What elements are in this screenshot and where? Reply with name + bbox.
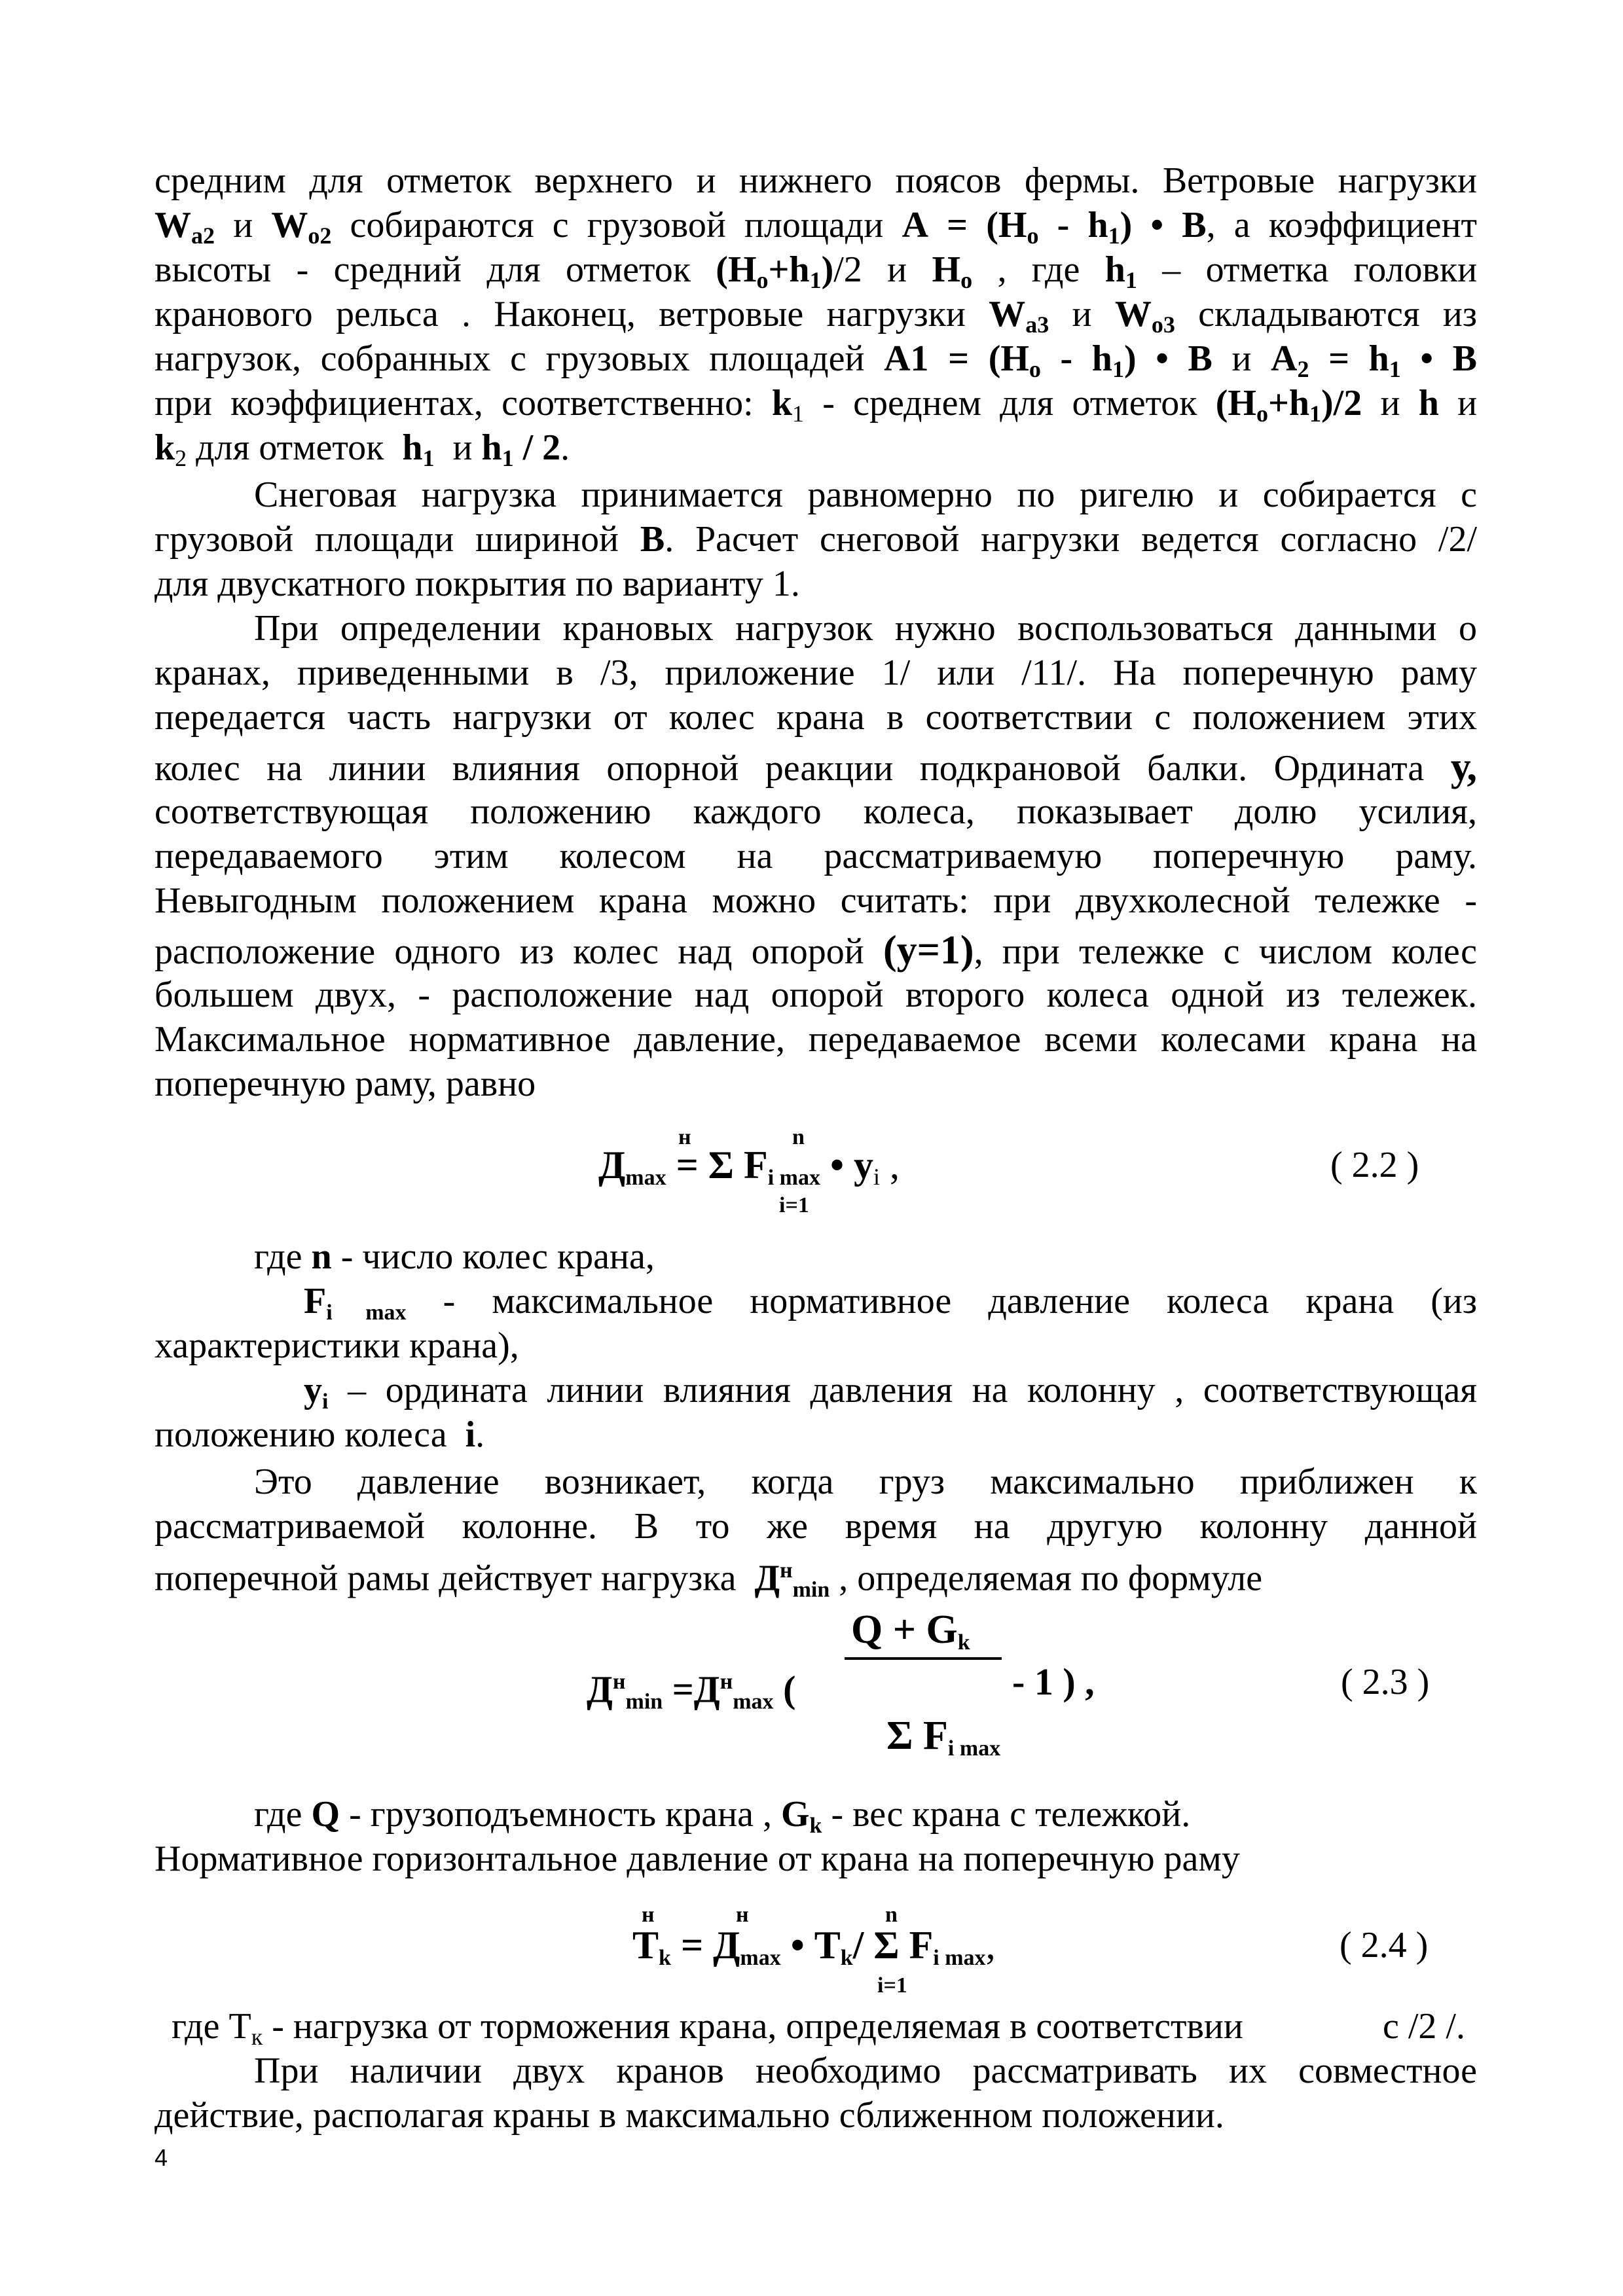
para3-line4: колес на линии влияния опорной реакции подкрановой балки. Ордината у, [155,745,1477,789]
para4-line2: рассматриваемой колонне. В то же время на другую колонну данной [155,1506,1477,1547]
para1-line5: нагрузок, собранных с грузовых площадей $А1 = (Н_о - h_1)$ • В и $А_2 = h_1$ • В [155,338,1478,382]
eq23-fraction-bar [845,1657,1002,1660]
equation-2-3-number: ( 2.3 ) [1341,1662,1430,1702]
equation-2-3: $Д^н_{min} =Д^н_{max}$ ( [587,1668,796,1714]
explain1-line1: где n - число колес крана, [254,1236,655,1277]
para4-line3: поперечной рамы действует нагрузка $Д^н_{min}$ , определяемая по формуле [155,1558,1263,1602]
eq23-numerator: $Q + G_k$ [851,1607,970,1655]
eq23-tail: - 1 ) , [1012,1660,1095,1703]
para3-line7: Невыгодным положением крана можно считать: при двухколесной тележке - [155,880,1477,921]
eq22-lower-limit: i=1 [779,1193,809,1217]
para4-line1: Это давление возникает, когда груз максимально приближен к [254,1462,1477,1502]
para1-line2: $W_{a2}$ и $W_{o2}$ собираются с грузовой площади $А = (Н_о - h_1)$ • В, а коэффициент [155,205,1478,249]
explain2-line2: Нормативное горизонтальное давление от крана на поперечную раму [155,1839,1240,1879]
para3-line6: передаваемого этим колесом на рассматриваемую поперечную раму. [155,836,1477,876]
para3-line9: большем двух, - расположение над опорой второго колеса одной из тележек. [155,975,1477,1015]
explain1-line3: характеристики крана), [155,1325,519,1366]
eq24-lower-limit: i=1 [877,1973,907,1998]
para3-line1: При определении крановых нагрузок нужно воспользоваться данными о [254,608,1477,649]
para2-line3: для двускатного покрытия по варианту 1. [155,564,800,604]
para3-line2: кранах, приведенными в /3, приложение 1/ или /11/. На поперечную раму [155,653,1477,693]
para5-line2: действие, располагая краны в максимально сближенном положении. [155,2095,1224,2136]
para1-line7: $k_2$ для отметок $h_1$ и $h_1 / 2$. [155,427,570,471]
para1-line4: кранового рельса . Наконец, ветровые нагрузки $W_{a3}$ и $W_{o3}$ складываются из [155,294,1477,338]
para5-line1: При наличии двух кранов необходимо рассматривать их совместное [254,2051,1477,2091]
para2-line2: грузовой площади шириной В. Расчет снеговой нагрузки ведется согласно /2/ [155,519,1477,560]
para1-line3: высоты - средний для отметок $(Н_о+h_1)/2$ и $Н_о$ , где $h_1$ – отметка головки [155,249,1478,293]
eq22-sup-n: н [678,1125,691,1149]
para3-line8: расположение одного из колес над опорой (у=1), при тележке с числом колес [155,928,1477,973]
explain3-ref: с /2 /. [1383,2006,1465,2047]
equation-2-2: $Д_{max} = \Sigma$ $F_{i max}$ • $у_i$ , [598,1143,900,1190]
equation-2-4-number: ( 2.4 ) [1340,1925,1429,1965]
eq23-denominator: Σ $F_{i max}$ [886,1713,1001,1761]
explain1-line5: положению колеса i. [155,1414,485,1455]
eq22-sup-n2: n [792,1125,805,1149]
eq24-sup1: н [642,1903,655,1927]
equation-2-4: $T_k = Д_{max}$ • $T_k/$ Σ $F_{i max}$, [632,1924,996,1970]
para3-line10: Максимальное нормативное давление, передаваемое всеми колесами крана на [155,1019,1477,1060]
para1-line6: при коэффициентах, соответственно: $k_1$ - среднем для отметок $(Н_о+h_1)/2$ и h и [155,383,1478,427]
page-number: 4 [155,2144,168,2171]
para3-line11: поперечную раму, равно [155,1064,536,1104]
eq24-sup3: n [885,1903,898,1927]
para3-line5: соответствующая положению каждого колеса, показывает долю усилия, [155,791,1477,832]
explain1-line2: $F_{i max}$ - максимальное нормативное давление колеса крана (из [304,1281,1477,1325]
para3-line3: передается часть нагрузки от колес крана в соответствии с положением этих [155,697,1477,738]
explain1-line4: $у_i$ – ордината линии влияния давления на колонну , соответствующая [304,1370,1478,1414]
eq24-sup2: н [736,1903,749,1927]
para2-line1: Снеговая нагрузка принимается равномерно по ригелю и собирается с [254,475,1477,515]
para1-line1: средним для отметок верхнего и нижнего поясов фермы. Ветровые нагрузки [155,160,1477,201]
explain3-line1: где $Т_к$ - нагрузка от торможения крана, определяемая в соответствии [172,2006,1243,2050]
explain2-line1: где Q - грузоподъемность крана , $G_k$ - вес крана с тележкой. [254,1794,1191,1838]
equation-2-2-number: ( 2.2 ) [1330,1145,1419,1185]
